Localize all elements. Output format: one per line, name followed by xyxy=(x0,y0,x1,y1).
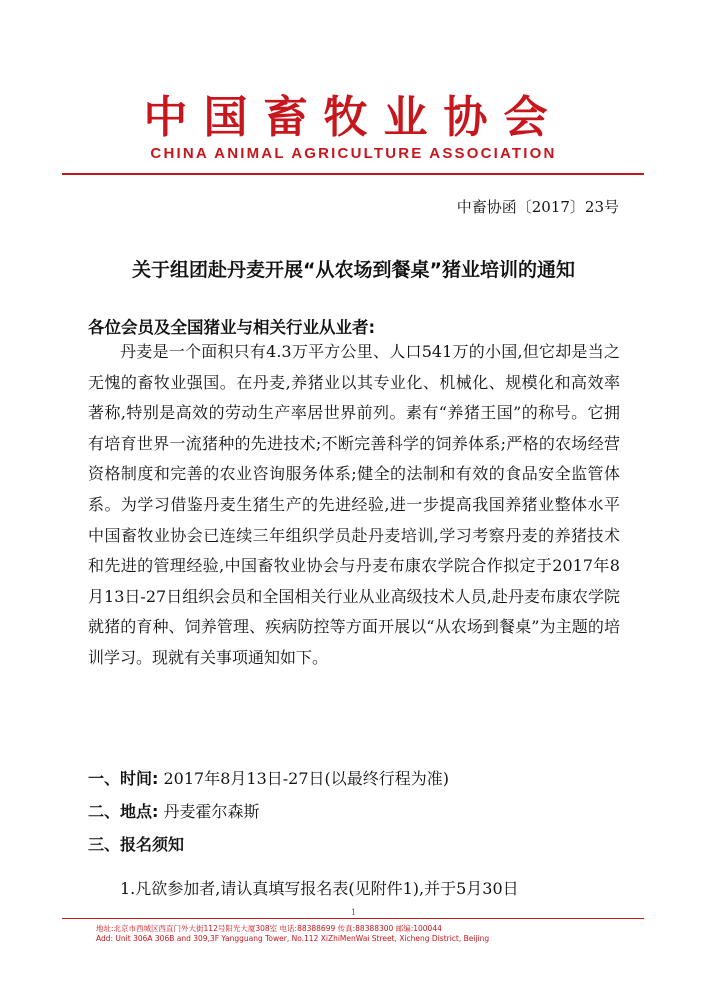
item-registration xyxy=(88,832,184,855)
registration-subitem: 1.凡欲参加者,请认真填写报名表(见附件1),并于5月30日 xyxy=(120,879,519,898)
item-time-label: 一、时间: xyxy=(88,769,159,788)
body-paragraph: 丹麦是一个面积只有4.3万平方公里、人口541万的小国,但它却是当之无愧的畜牧业强国。在丹麦,养猪业以其专业化、机械化、规模化和高效率著称,特别是高效的劳动生产率居世界前列。素有“养猪王国”的称号。它拥有培育世界一流猪种的先进技术;不断完善科学的饲养体系;严格的农场经营资格制度和完善的农业咨询服务体系;健全的法制和有效的食品安全监管体系。为学习借鉴丹麦生猪生产的先进经验,进一步提高我国养猪业整体水平中国畜牧业协会已连续三年组织学员赴丹麦培训,学习考察丹麦的养猪技术和先进的管理经验,中国畜牧业协会与丹麦布康农学院合作拟定于2017年8月13日-27日组织会员和全国相关行业从业高级技术人员,赴丹麦布康农学院就猪的育种、饲养管理、疾病防控等方面开展以“从农场到餐桌”为主题的培训学习。现就有关事项通知如下。 xyxy=(88,342,620,667)
document-number: 中畜协函〔2017〕23号 xyxy=(456,198,619,216)
page-number: 1 xyxy=(350,908,357,917)
item-location xyxy=(88,799,260,822)
item-location-value: 丹麦霍尔森斯 xyxy=(163,802,260,821)
org-name-cn: 中国畜牧业协会 xyxy=(143,92,564,143)
item-time xyxy=(88,766,449,789)
document-title: 关于组团赴丹麦开展“从农场到餐桌”猪业培训的通知 xyxy=(132,259,575,281)
item-time-value: 2017年8月13日-27日(以最终行程为准) xyxy=(163,769,450,788)
footer-address-en: Add: Unit 306A 306B and 309,3F Yangguang Tower, No.112 XiZhiMenWai Street, Xicheng District, Beijing xyxy=(96,934,490,943)
salutation: 各位会员及全国猪业与相关行业从业者: xyxy=(88,318,376,337)
item-location-label: 二、地点: xyxy=(88,802,159,821)
footer-divider xyxy=(62,918,644,919)
org-name-en: CHINA ANIMAL AGRICULTURE ASSOCIATION xyxy=(150,145,557,162)
item-registration-label: 三、报名须知 xyxy=(88,835,185,854)
footer-address-cn: 地址:北京市西城区西直门外大街112号阳光大厦308室 电话:88388699 传真:88388300 邮编:100044 xyxy=(96,924,442,933)
header-divider xyxy=(62,173,644,175)
